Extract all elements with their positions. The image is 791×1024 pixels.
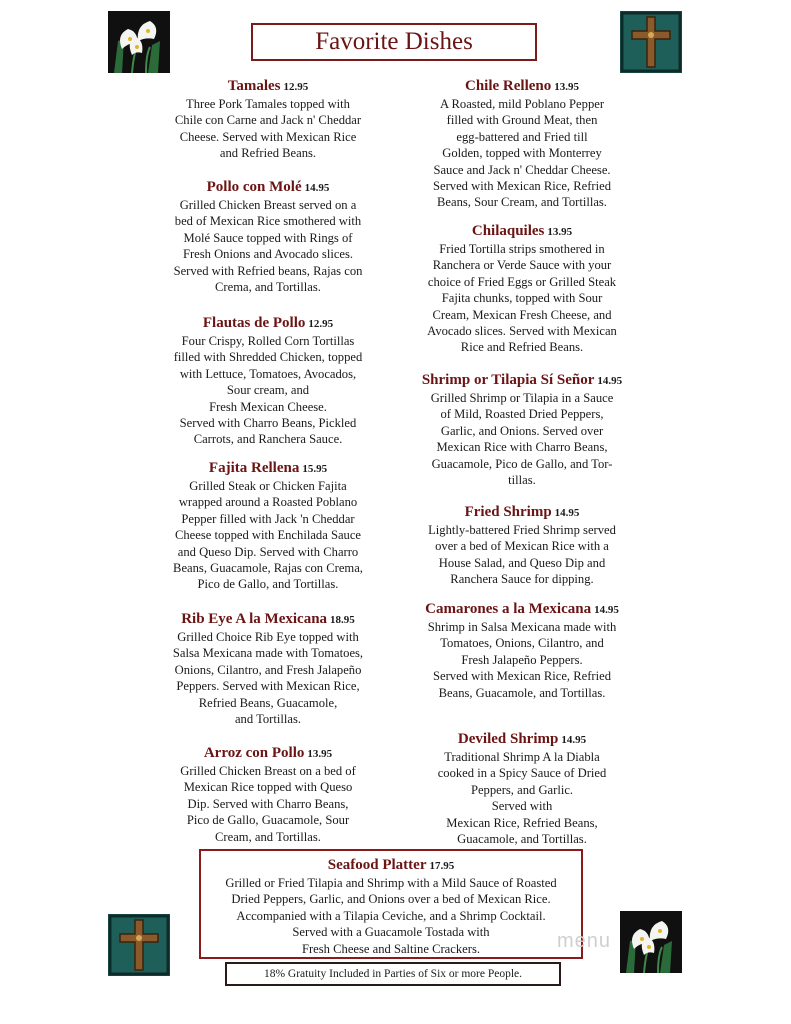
dish-description: Four Crispy, Rolled Corn Tortillas filled with Shredded Chicken, topped with Lettuce, Tomatoes, Avocados, Sour cream, and Fresh Mexican Cheese. Served with Charro Beans, Pickled Carrots, and Ranchera Sauce. bbox=[173, 334, 363, 447]
menu-item bbox=[410, 730, 634, 847]
dish-name: Chilaquiles bbox=[471, 223, 545, 239]
dish-price: 13.95 bbox=[554, 81, 579, 93]
dish-description: Shrimp in Salsa Mexicana made with Tomatoes, Onions, Cilantro, and Fresh Jalapeño Peppers. Served with Mexican Rice, Refried Beans, Guacamole, and Tortillas. bbox=[427, 620, 617, 700]
dish-price: 13.95 bbox=[307, 748, 333, 760]
dish-description: A Roasted, mild Poblano Pepper filled with Ground Meat, then egg-battered and Fried till Golden, topped with Monterrey Sauce and Jack n' Cheddar Cheese. Served with Mexican Rice, Refried Beans, Sour Cream, and Tortillas. bbox=[432, 97, 611, 210]
menu-item bbox=[152, 77, 384, 162]
dish-price: 13.95 bbox=[547, 226, 573, 238]
dish-description: Grilled Shrimp or Tilapia in a Sauce of Mild, Roasted Dried Peppers, Garlic, and Onions. Served over Mexican Rice with Charro Beans, Guacamole, Pico de Gallo, and Tor- tillas. bbox=[430, 391, 614, 488]
menu-item bbox=[410, 77, 634, 211]
dish-description: Grilled Chicken Breast on a bed of Mexican Rice topped with Queso Dip. Served with Charro Beans, Pico de Gallo, Guacamole, Sour Cream, and Tortillas. bbox=[180, 764, 356, 844]
dish-name: Fried Shrimp bbox=[464, 504, 552, 520]
watermark: menu bbox=[557, 930, 612, 952]
cross-icon bbox=[620, 11, 682, 73]
dish-name: Chile Relleno bbox=[465, 78, 552, 94]
seafood-platter-box bbox=[199, 849, 583, 959]
dish-name: Fajita Rellena bbox=[208, 460, 300, 476]
dish-name: Tamales bbox=[227, 78, 281, 94]
calla-lily-icon bbox=[620, 911, 682, 973]
dish-price: 18.95 bbox=[330, 614, 355, 626]
dish-name: Flautas de Pollo bbox=[202, 315, 306, 331]
dish-price: 14.95 bbox=[554, 507, 580, 519]
menu-item bbox=[410, 222, 634, 356]
dish-name: Camarones a la Mexicana bbox=[425, 601, 592, 617]
dish-name: Deviled Shrimp bbox=[457, 731, 559, 747]
dish-name: Pollo con Molé bbox=[206, 179, 302, 195]
dish-description: Grilled Steak or Chicken Fajita wrapped around a Roasted Poblano Pepper filled with Jack 'n Cheddar Cheese topped with Enchilada Sauce and Queso Dip. Served with Charro Beans, Guacamole, Rajas con Crema, Pico de Gallo, and Tortillas. bbox=[173, 479, 363, 592]
dish-description: Traditional Shrimp A la Diabla cooked in a Spicy Sauce of Dried Peppers, and Garlic. Served with Mexican Rice, Refried Beans, Guacamole, and Tortillas. bbox=[437, 750, 607, 847]
page-title: Favorite Dishes bbox=[251, 23, 537, 61]
dish-name: Arroz con Pollo bbox=[203, 745, 305, 761]
dish-price: 15.95 bbox=[302, 463, 328, 475]
menu-item bbox=[410, 371, 634, 488]
dish-name: Rib Eye A la Mexicana bbox=[181, 611, 328, 627]
dish-description: Grilled Chicken Breast served on a bed of Mexican Rice smothered with Molé Sauce topped with Rings of Fresh Onions and Avocado slices. Served with Refried beans, Rajas con Crema, and Tortillas. bbox=[173, 198, 363, 295]
dish-price: 14.95 bbox=[594, 604, 619, 616]
dish-name: Shrimp or Tilapia Sí Señor bbox=[421, 372, 595, 388]
dish-price: 14.95 bbox=[304, 182, 330, 194]
menu-item bbox=[410, 600, 634, 701]
dish-price: 14.95 bbox=[561, 734, 587, 746]
calla-lily-icon bbox=[108, 11, 170, 73]
menu-item bbox=[152, 314, 384, 448]
dish-name: Seafood Platter bbox=[327, 857, 427, 873]
menu-item bbox=[152, 744, 384, 845]
menu-item bbox=[152, 178, 384, 295]
dish-price: 14.95 bbox=[597, 375, 623, 387]
dish-description: Grilled or Fried Tilapia and Shrimp with a Mild Sauce of Roasted Dried Peppers, Garlic, and Onions over a bed of Mexican Rice. Accompanied with a Tilapia Ceviche, and a Shrimp Cocktail. Served with a Guacamole Tostada with Fresh Cheese and Saltine Crackers. bbox=[225, 876, 557, 956]
dish-price: 12.95 bbox=[283, 81, 309, 93]
dish-description: Fried Tortilla strips smothered in Ranchera or Verde Sauce with your choice of Fried Eggs or Grilled Steak Fajita chunks, topped with Sour Cream, Mexican Fresh Cheese, and Avocado slices. Served with Mexican Rice and Refried Beans. bbox=[427, 242, 617, 355]
dish-description: Grilled Choice Rib Eye topped with Salsa Mexicana made with Tomatoes, Onions, Cilantro, and Fresh Jalapeño Peppers. Served with Mexican Rice, Refried Beans, Guacamole, and Tortillas. bbox=[172, 630, 364, 727]
cross-icon bbox=[108, 914, 170, 976]
dish-description: Lightly-battered Fried Shrimp served over a bed of Mexican Rice with a House Salad, and Queso Dip and Ranchera Sauce for dipping. bbox=[428, 523, 616, 587]
gratuity-notice: 18% Gratuity Included in Parties of Six or more People. bbox=[225, 962, 561, 986]
dish-price: 12.95 bbox=[308, 318, 334, 330]
menu-item bbox=[410, 503, 634, 588]
menu-item bbox=[152, 459, 384, 593]
dish-price: 17.95 bbox=[429, 860, 455, 872]
dish-description: Three Pork Tamales topped with Chile con Carne and Jack n' Cheddar Cheese. Served with Mexican Rice and Refried Beans. bbox=[174, 97, 362, 161]
menu-item bbox=[152, 610, 384, 727]
